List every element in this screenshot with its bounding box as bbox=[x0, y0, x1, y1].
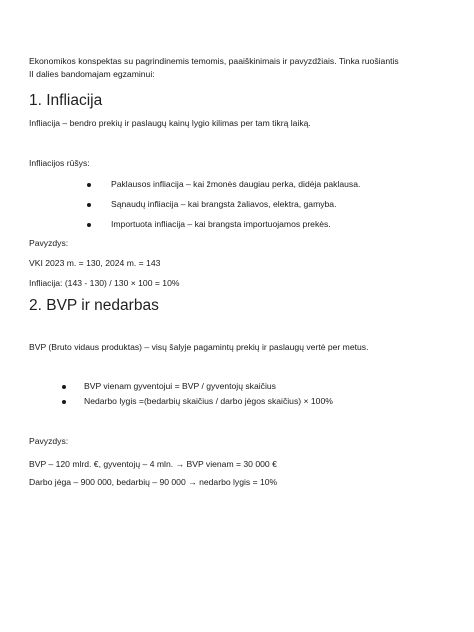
formula-item: Nedarbo lygis =(bedarbių skaičius / darbo jėgos skaičius) × 100% bbox=[84, 396, 333, 406]
bullet-icon bbox=[87, 183, 91, 187]
inflation-calculation: Infliacija: (143 - 130) / 130 × 100 = 10% bbox=[29, 278, 180, 288]
bullet-icon bbox=[62, 400, 66, 404]
inflation-definition: Infliacija – bendro prekių ir paslaugų kainų lygio kilimas per tam tikrą laiką. bbox=[29, 118, 311, 128]
intro-line-1: Ekonomikos konspektas su pagrindinemis temomis, paaiškinimais ir pavyzdžiais. Tinka ruošiantis bbox=[29, 56, 399, 66]
inflation-types-label: Infliacijos rūšys: bbox=[29, 158, 90, 168]
bullet-icon bbox=[87, 203, 91, 207]
inflation-type-item: Importuota infliacija – kai brangsta importuojamos prekės. bbox=[111, 219, 331, 229]
gdp-definition: BVP (Bruto vidaus produktas) – visų šalyje pagamintų prekių ir paslaugų vertė per metus. bbox=[29, 342, 369, 352]
cpi-values: VKI 2023 m. = 130, 2024 m. = 143 bbox=[29, 258, 161, 268]
example-label: Pavyzdys: bbox=[29, 436, 69, 446]
inflation-type-item: Paklausos infliacija – kai žmonės daugiau perka, didėja paklausa. bbox=[111, 179, 361, 189]
example-label: Pavyzdys: bbox=[29, 238, 69, 248]
formula-item: BVP vienam gyventojui = BVP / gyventojų skaičius bbox=[84, 381, 276, 391]
section-1-heading: 1. Infliacija bbox=[29, 92, 103, 109]
section-2-heading: 2. BVP ir nedarbas bbox=[29, 297, 159, 314]
unemployment-example: Darbo jėga – 900 000, bedarbių – 90 000 → nedarbo lygis = 10% bbox=[29, 477, 278, 487]
bullet-icon bbox=[62, 385, 66, 389]
inflation-type-item: Sąnaudų infliacija – kai brangsta žaliavos, elektra, gamyba. bbox=[111, 199, 337, 209]
bullet-icon bbox=[87, 223, 91, 227]
gdp-example: BVP – 120 mlrd. €, gyventojų – 4 mln. → BVP vienam = 30 000 € bbox=[29, 459, 277, 469]
intro-line-2: II dalies bandomajam egzaminui: bbox=[29, 69, 155, 79]
